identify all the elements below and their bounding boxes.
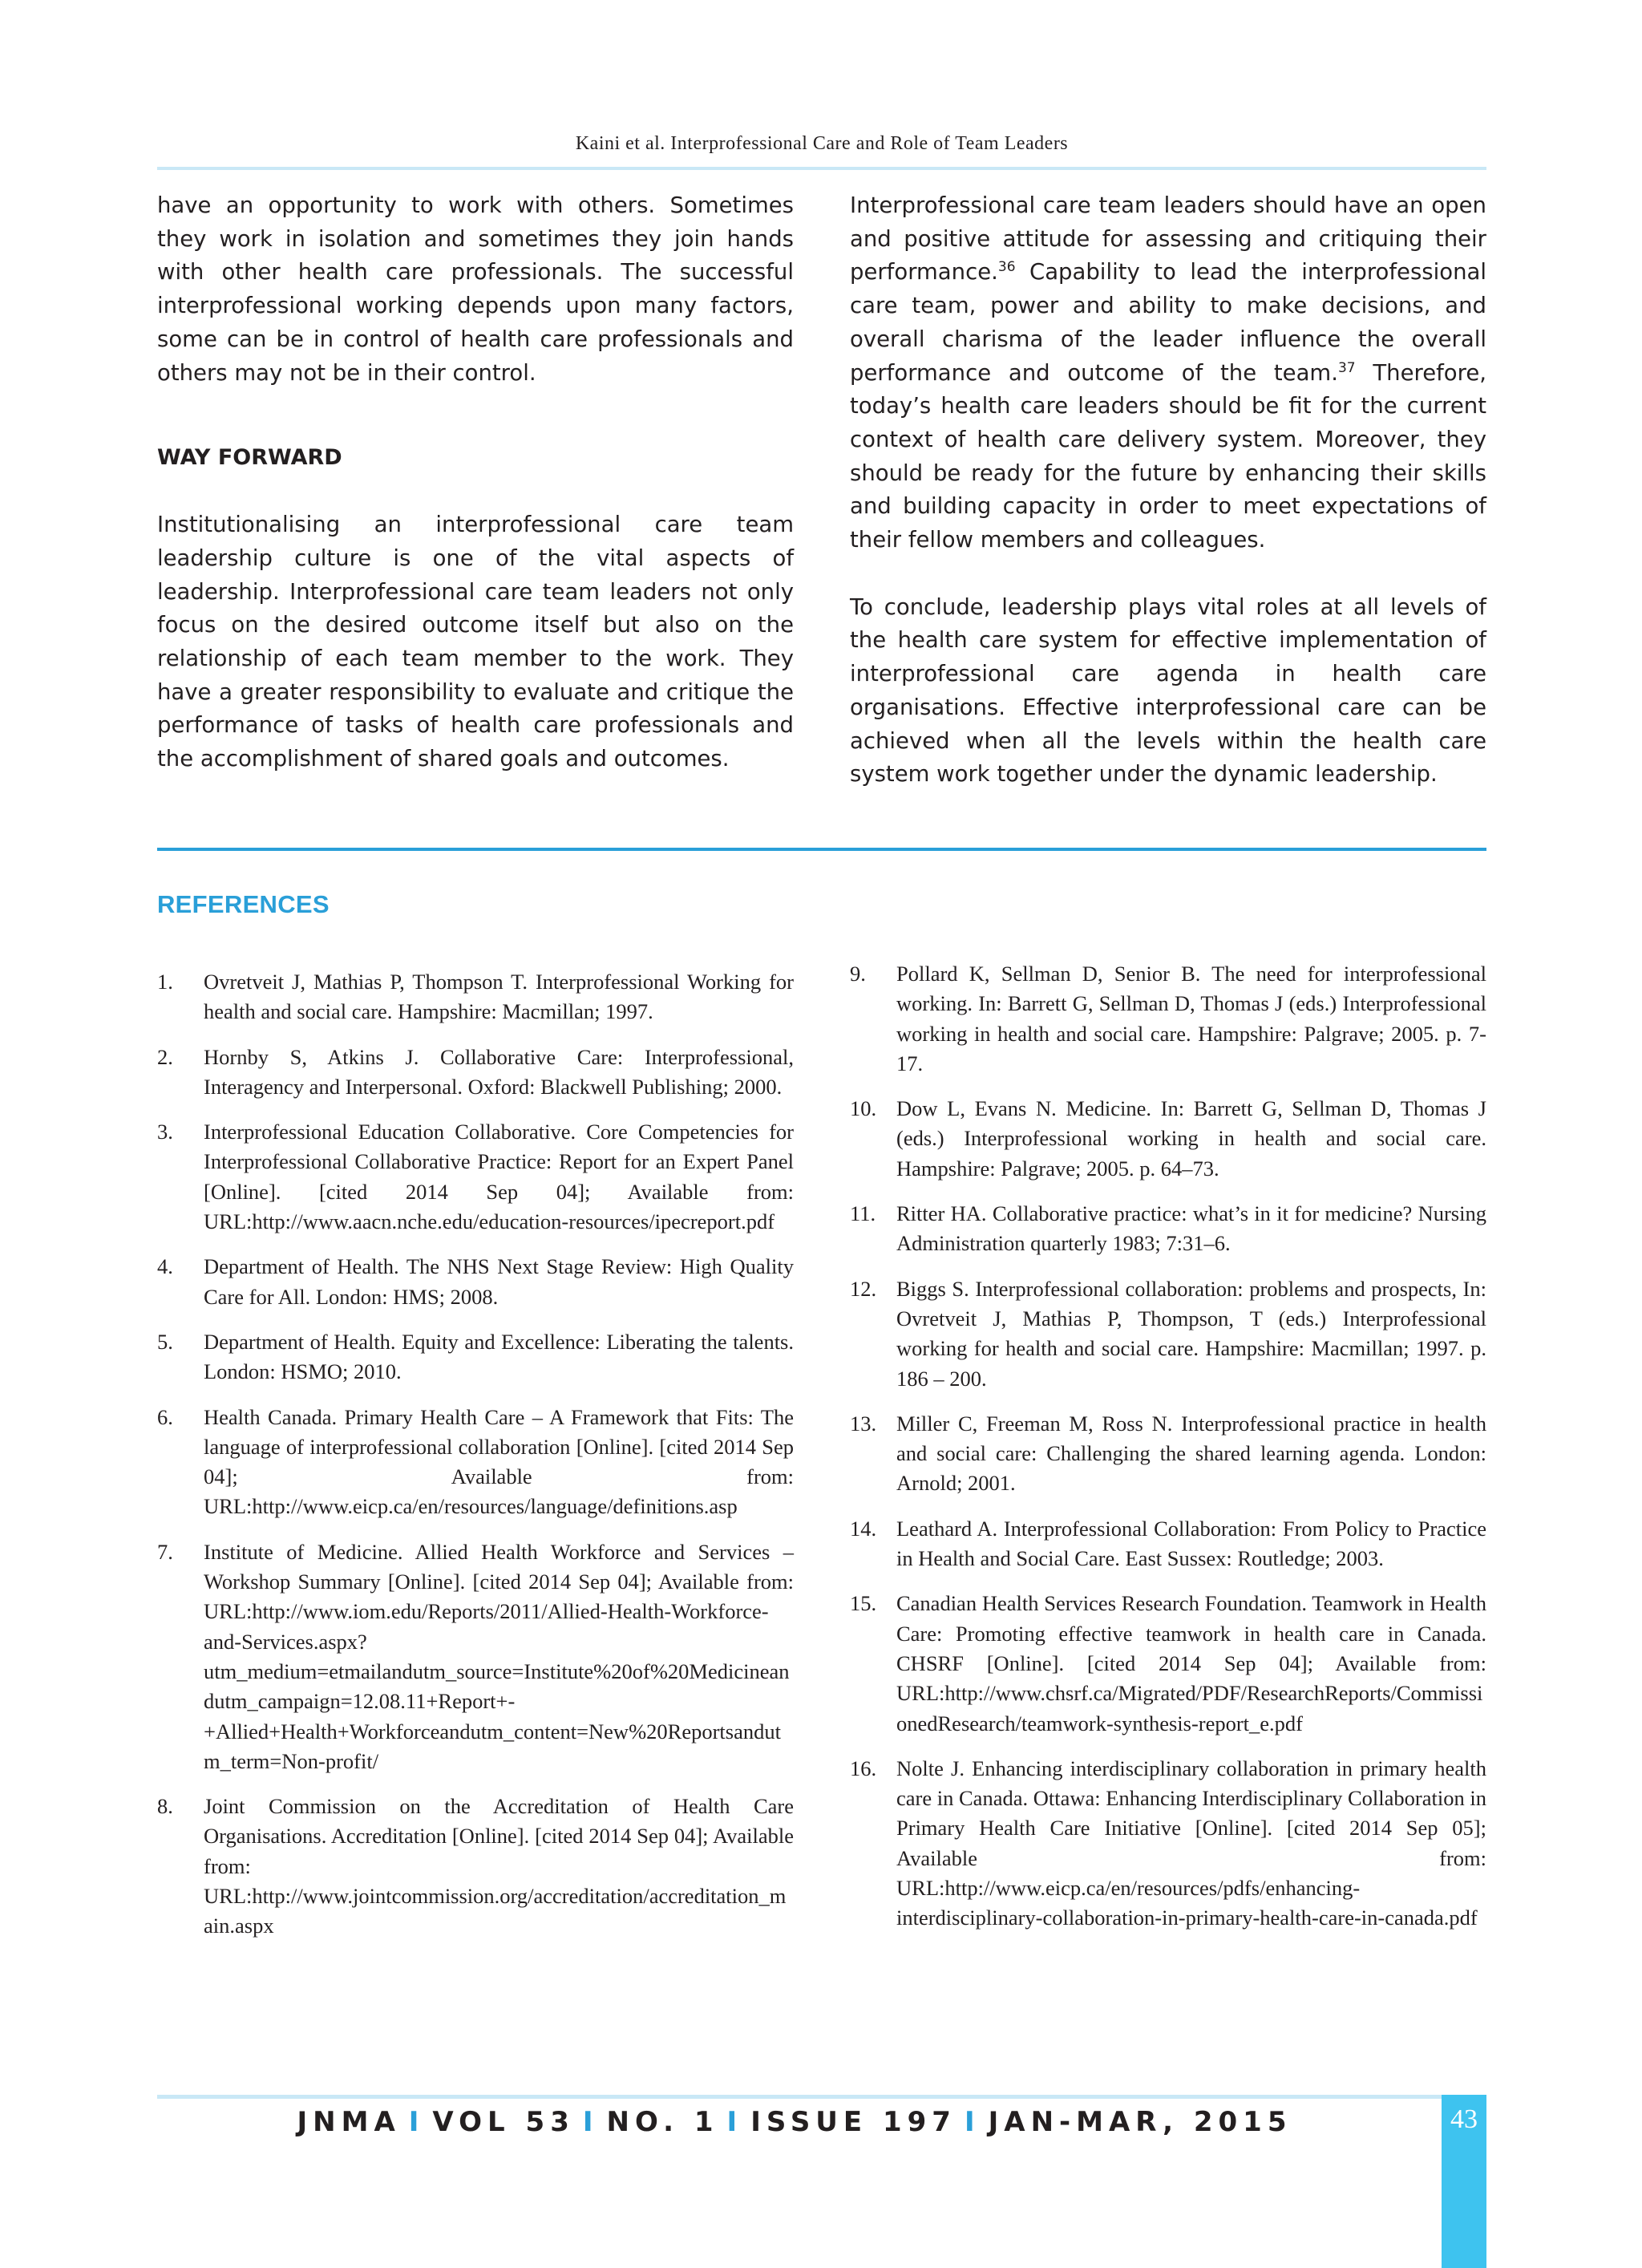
reference-number: 4. [157,1254,173,1279]
reference-number: 8. [157,1794,173,1819]
reference-item [157,1403,794,1522]
reference-number: 10. [850,1096,877,1121]
reference-number: 2. [157,1044,173,1069]
reference-text: Ritter HA. Collaborative practice: what’s in it for medicine? Nursing Administration quarterly 1983; 7:31–6. [896,1201,1486,1256]
footer-separator: I [408,2106,425,2138]
right-paragraph-1-part-a: Interprofessional care team leaders should have an open and positive attitude for assessing and critiquing their performance. [850,192,1486,286]
section-heading-way-forward: WAY FORWARD [157,445,342,471]
reference-text: Leathard A. Interprofessional Collaboration: From Policy to Practice in Health and Social Care. East Sussex: Routledge; 2003. [896,1516,1486,1571]
footer-volume: VOL 53 [432,2106,575,2138]
reference-text: Ovretveit J, Mathias P, Thompson T. Interprofessional Working for health and social care. Hampshire: Macmillan; 1997. [204,970,794,1024]
reference-number: 14. [850,1516,877,1541]
right-paragraph-1-part-b: Capability to lead the interprofessional care team, power and ability to make decisions, and overall charisma of the leader influence the overall performance and outcome of the team. [850,259,1486,386]
right-paragraph-1 [850,189,1486,557]
reference-item [157,1792,794,1941]
reference-item [850,1274,1486,1394]
reference-item [850,1589,1486,1738]
left-paragraph-1: have an opportunity to work with others. Sometimes they work in isolation and sometimes they join hands with other health care professionals. The successful interprofessional working depends upon many factors, some can be in control of health care professionals and others may not be in their control. [157,192,794,386]
reference-item [850,1094,1486,1184]
footer-date: JAN-MAR, 2015 [988,2106,1292,2138]
reference-text: Biggs S. Interprofessional collaboration: problems and prospects, In: Ovretveit J, Mathias P, Thompson, T (eds.) Interprofessional working for health and social care. Hampshire: Macmillan; 1997. p. 186 – 200. [896,1276,1486,1391]
reference-number: 7. [157,1539,173,1564]
reference-item [157,1252,794,1312]
reference-number: 3. [157,1120,173,1144]
footer-separator: I [582,2106,599,2138]
citation-superscript-36: 36 [997,259,1016,276]
reference-text: Department of Health. Equity and Excellence: Liberating the talents. London: HSMO; 2010. [204,1329,794,1384]
reference-number: 15. [850,1591,877,1616]
reference-item [157,1117,794,1237]
header-rule [157,167,1486,170]
reference-text: Pollard K, Sellman D, Senior B. The need for interprofessional working. In: Barrett G, Sellman D, Thomas J (eds.) Interprofessional working in health and social care. Hampshire: Palgrave; 2005. p. 7-17. [896,962,1486,1075]
footer-journal: JNMA [297,2106,401,2138]
reference-item [157,1537,794,1776]
page-number: 43 [1450,2104,1478,2134]
footer-separator: I [964,2106,981,2138]
reference-number: 9. [850,962,866,986]
citation-superscript-37: 37 [1337,359,1356,376]
reference-item [157,967,794,1027]
footer-separator: I [726,2106,743,2138]
reference-text: Health Canada. Primary Health Care – A Framework that Fits: The language of interprofessional collaboration [Online]. [cited 2014 Sep 04]; Available from: URL:http://www.eicp.ca/en/resources/language/definitions.asp [204,1404,794,1519]
reference-text: Miller C, Freeman M, Ross N. Interprofessional practice in health and social care: Challenging the shared learning agenda. London: Arnold; 2001. [896,1411,1486,1496]
reference-item [157,1327,794,1387]
footer-issue: ISSUE 197 [750,2106,956,2138]
left-paragraph-2: Institutionalising an interprofessional care team leadership culture is one of the vital aspects of leadership. Interprofessional care team leaders not only focus on the desired outcome itself but also on the relationship of each team member to the work. They have a greater responsibility to evaluate and critique the performance of tasks of health care professionals and the accomplishment of shared goals and outcomes. [157,512,794,772]
reference-text: Department of Health. The NHS Next Stage Review: High Quality Care for All. London: HMS; 2008. [204,1254,794,1309]
right-paragraph-1-part-c: Therefore, today’s health care leaders should be fit for the current context of health care delivery system. Moreover, they should be ready for the future by enhancing their skills and building capacity in order to meet expectations of their fellow members and colleagues. [850,359,1486,553]
reference-item [850,1409,1486,1499]
journal-footer [157,2106,1432,2138]
left-column [157,189,794,776]
reference-number: 16. [850,1756,877,1780]
right-paragraph-2: To conclude, leadership plays vital roles at all levels of the health care system for effective implementation of interprofessional care agenda in health care organisations. Effective interprofessional care can be achieved when all the levels within the health care system work together under the dynamic leadership. [850,593,1486,788]
reference-text: Hornby S, Atkins J. Collaborative Care: Interprofessional, Interagency and Interpersonal. Oxford: Blackwell Publishing; 2000. [204,1044,794,1099]
running-head: Kaini et al. Interprofessional Care and Role of Team Leaders [575,133,1069,154]
references-divider [157,848,1486,851]
reference-text: Institute of Medicine. Allied Health Workforce and Services – Workshop Summary [Online]. [cited 2014 Sep 04]; Available from: URL:http://www.iom.edu/Reports/2011/Allied-Health-Workforce-and-Services.aspx?utm_medium=etmailandutm_source=Institute%20of%20Medicineandutm_campaign=12.08.11+Report+-+Allied+Health+Workforceandutm_content=New%20Reportsandutm_term=Non-profit/ [204,1539,794,1773]
footer-number: NO. 1 [606,2106,719,2138]
right-column [850,189,1486,792]
reference-text: Dow L, Evans N. Medicine. In: Barrett G, Sellman D, Thomas J (eds.) Interprofessional working in health and social care. Hampshire: Palgrave; 2005. p. 64–73. [896,1096,1486,1181]
page-number-tab [1442,2095,1486,2268]
reference-number: 13. [850,1411,877,1436]
reference-text: Canadian Health Services Research Foundation. Teamwork in Health Care: Promoting effective teamwork in health care in Canada. CHSRF [Online]. [cited 2014 Sep 04]; Available from: URL:http://www.chsrf.ca/Migrated/PDF/ResearchReports/CommissionedResearch/teamwork-synthesis-report_e.pdf [896,1591,1486,1735]
references-heading: REFERENCES [157,890,330,918]
references-list-right [850,959,1486,1949]
reference-item [850,959,1486,1079]
reference-number: 11. [850,1201,876,1226]
reference-number: 1. [157,970,173,994]
reference-item [850,1199,1486,1259]
reference-item [850,1514,1486,1574]
reference-item [157,1043,794,1103]
reference-text: Interprofessional Education Collaborative. Core Competencies for Interprofessional Collaborative Practice: Report for an Expert Panel [Online]. [cited 2014 Sep 04]; Available from: URL:http://www.aacn.nche.edu/education-resources/ipecreport.pdf [204,1120,794,1234]
reference-text: Joint Commission on the Accreditation of Health Care Organisations. Accreditation [Online]. [cited 2014 Sep 04]; Available from: URL:http://www.jointcommission.org/accreditation/accreditation_main.aspx [204,1794,794,1938]
footer-rule [157,2095,1486,2099]
reference-text: Nolte J. Enhancing interdisciplinary collaboration in primary health care in Canada. Ottawa: Enhancing Interdisciplinary Collaboration in Primary Health Care Initiative [Online]. [cited 2014 Sep 05]; Available from: URL:http://www.eicp.ca/en/resources/pdfs/enhancing-interdisciplinary-collaboration-in-primary-health-care-in-canada.pdf [896,1756,1486,1930]
references-list-left [157,967,794,1957]
reference-number: 12. [850,1276,877,1301]
reference-number: 6. [157,1404,173,1429]
reference-item [850,1754,1486,1934]
reference-number: 5. [157,1329,173,1354]
